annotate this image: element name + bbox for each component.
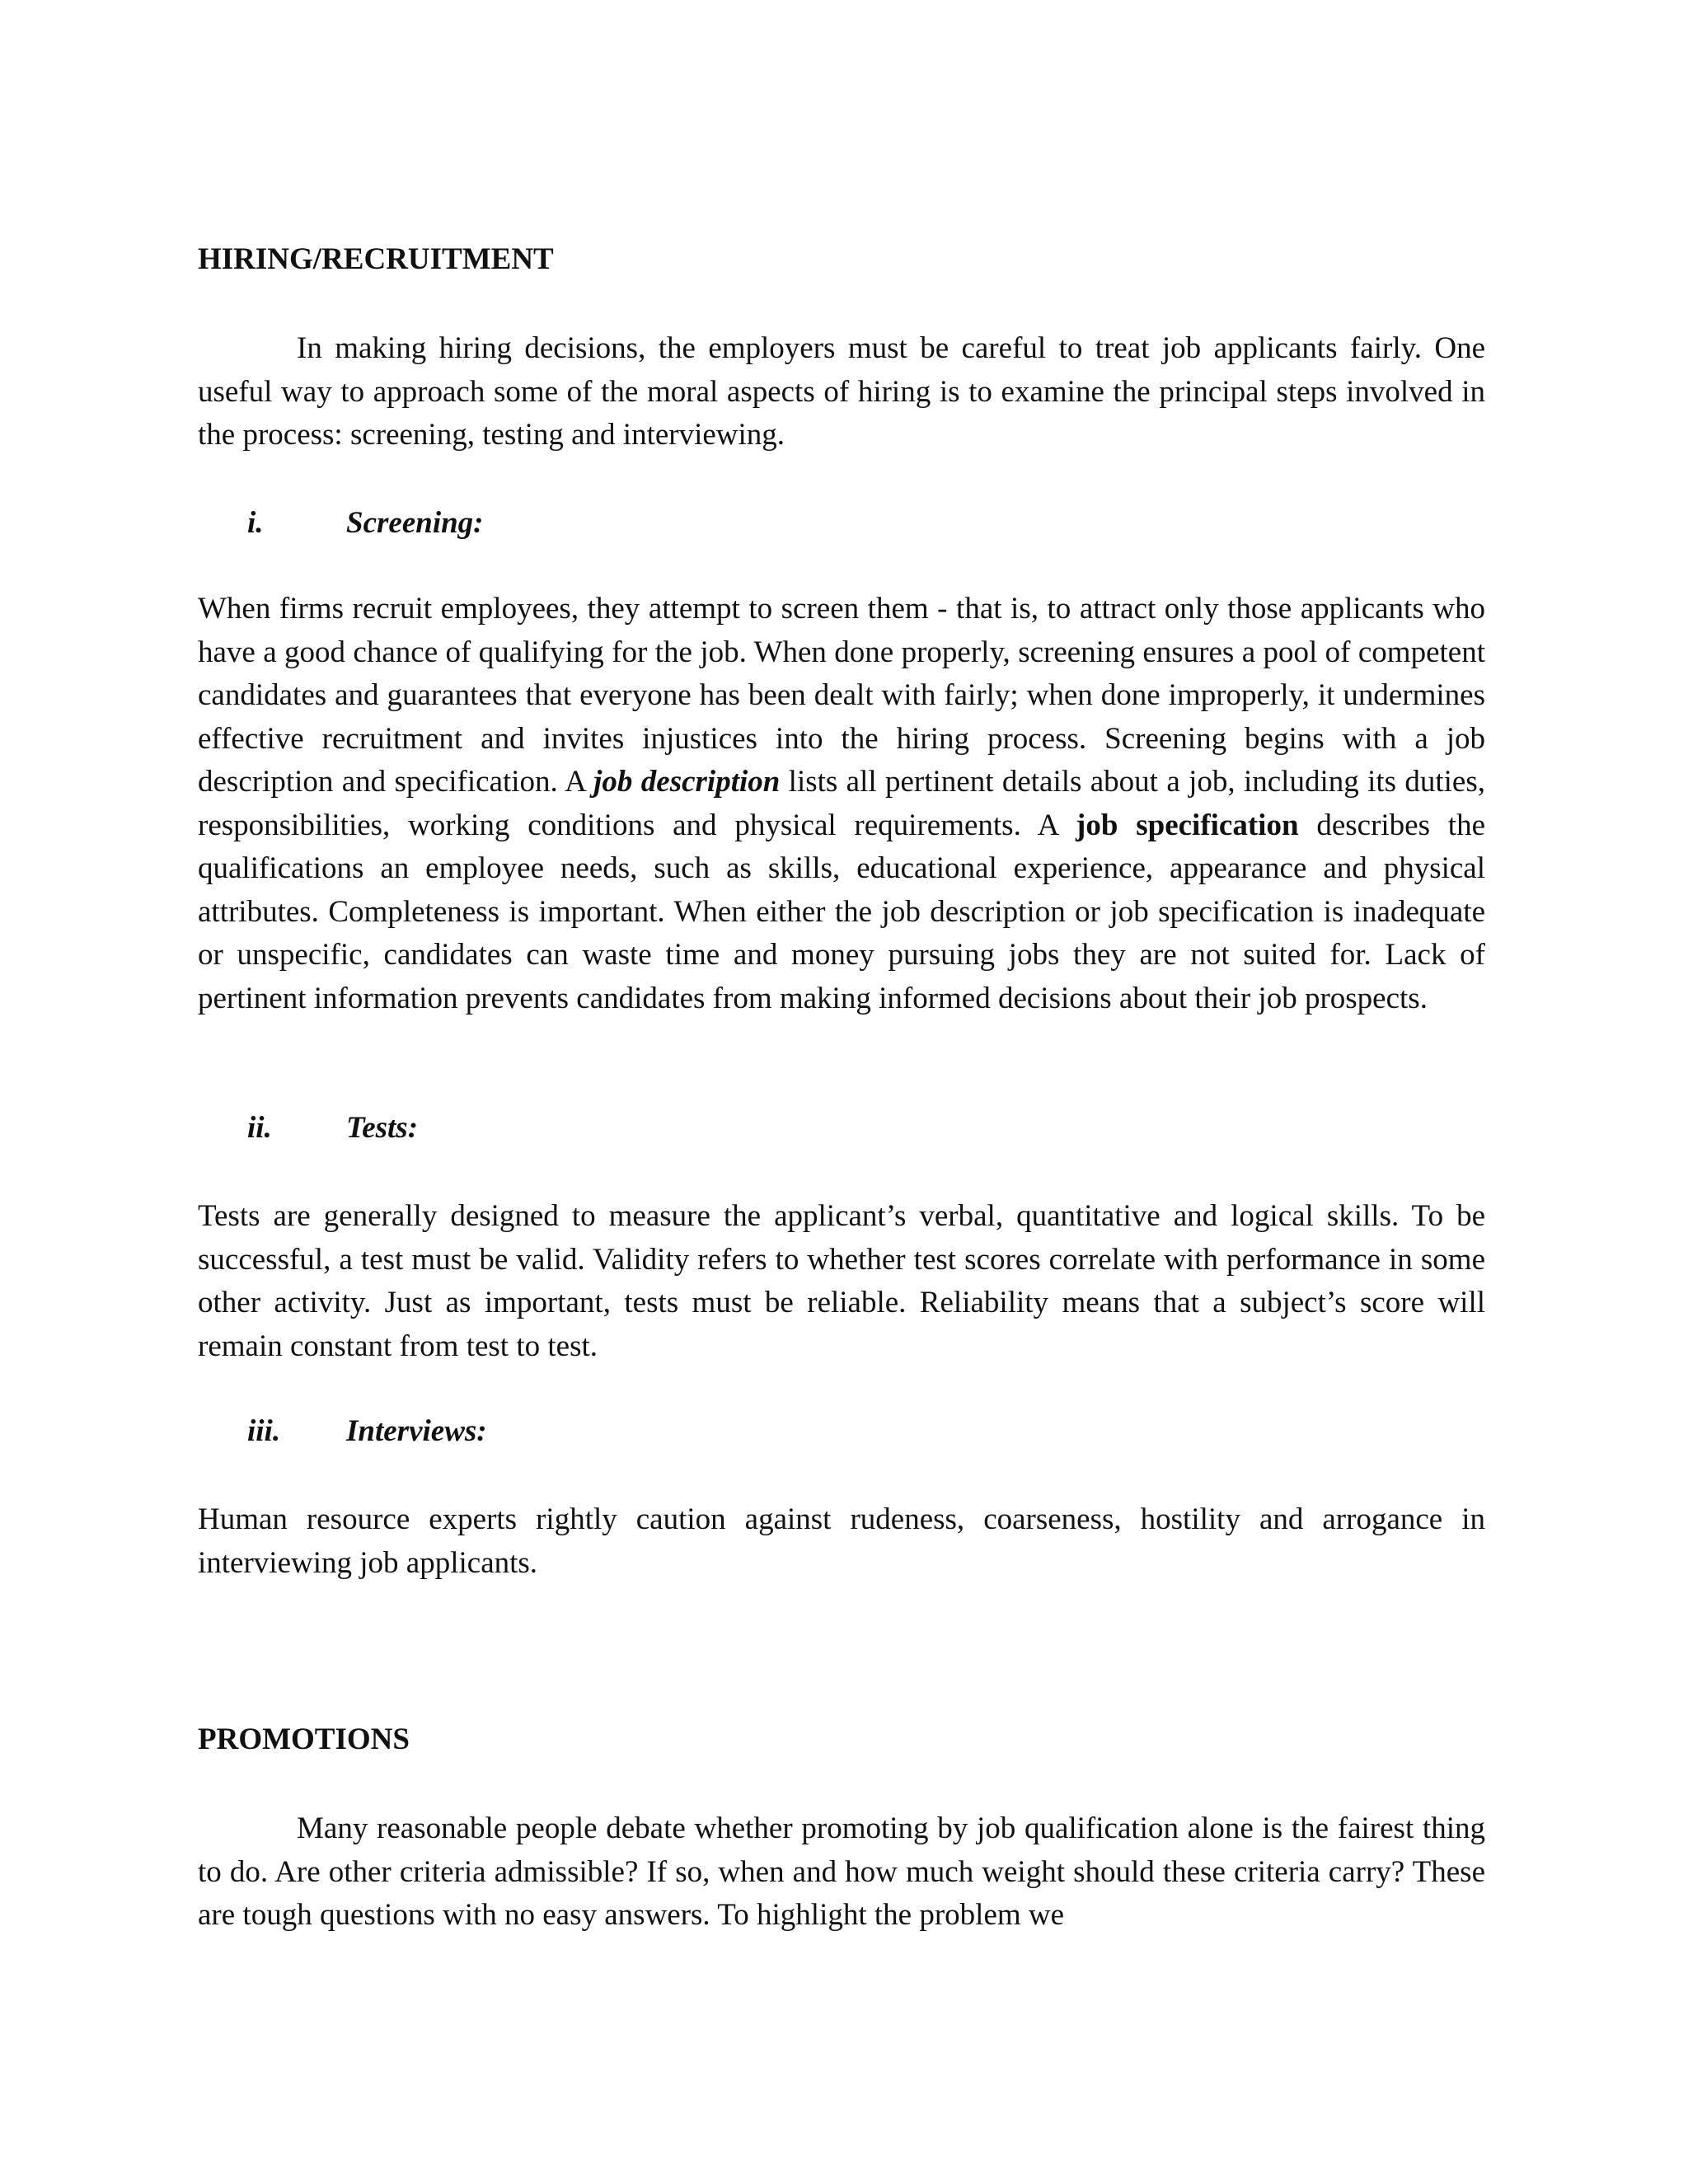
term-job-specification: job specification bbox=[1076, 808, 1299, 842]
subsection-number: ii. bbox=[247, 1111, 272, 1145]
screening-text-part-1: When firms recruit employees, they attempt to screen them - that is, to attract only those applicants who have a good chance of qualifying for the job. When done properly, screening ensures a pool of competent candidates and guarantees that everyone has been dealt with fairly; when done improperly, it undermines effective recruitment and invites injustices into the hiring process. Screening begins with a job description and specification. A bbox=[198, 592, 1485, 799]
screening-text-part-2: lists all pertinent details about a job, including its duties, responsibilities, working conditions and physical requirements. A bbox=[198, 765, 1485, 842]
hiring-intro-paragraph: In making hiring decisions, the employers must be careful to treat job applicants fairly. One useful way to approach some of the moral aspects of hiring is to examine the principal steps involved in the process: screening, testing and interviewing. bbox=[198, 331, 1485, 452]
interviews-paragraph: Human resource experts rightly caution against rudeness, coarseness, hostility and arrogance in interviewing job applicants. bbox=[198, 1502, 1485, 1580]
screening-text-part-3: describes the qualifications an employee needs, such as skills, educational experience, appearance and physical attributes. Completeness is important. When either the job description or job specification is inadequate or unspecific, candidates can waste time and money pursuing jobs they are not suited for. Lack of pertinent information prevents candidates from making informed decisions about their job prospects. bbox=[198, 808, 1485, 1015]
section-heading-promotions: PROMOTIONS bbox=[198, 1722, 410, 1756]
subsection-label: Tests: bbox=[346, 1111, 419, 1145]
tests-paragraph: Tests are generally designed to measure the applicant’s verbal, quantitative and logical skills. To be successful, a test must be valid. Validity refers to whether test scores correlate with performance in some other activity. Just as important, tests must be reliable. Reliability means that a subject’s score will remain constant from test to test. bbox=[198, 1199, 1485, 1363]
subsection-label: Screening: bbox=[346, 506, 484, 540]
subsection-heading-tests bbox=[247, 1107, 418, 1150]
section-heading-hiring: HIRING/RECRUITMENT bbox=[198, 242, 554, 276]
screening-paragraph bbox=[198, 588, 1485, 1020]
term-job-description: job description bbox=[593, 765, 781, 799]
promotions-intro-paragraph: Many reasonable people debate whether promoting by job qualification alone is the fairest thing to do. Are other criteria admissible? If so, when and how much weight should these criteria carry? These are tough questions with no easy answers. To highlight the problem we bbox=[198, 1811, 1485, 1932]
subsection-number: iii. bbox=[247, 1414, 281, 1448]
subsection-heading-interviews bbox=[247, 1410, 487, 1453]
subsection-heading-screening bbox=[247, 502, 484, 545]
subsection-label: Interviews: bbox=[346, 1414, 487, 1448]
subsection-number: i. bbox=[247, 506, 264, 540]
